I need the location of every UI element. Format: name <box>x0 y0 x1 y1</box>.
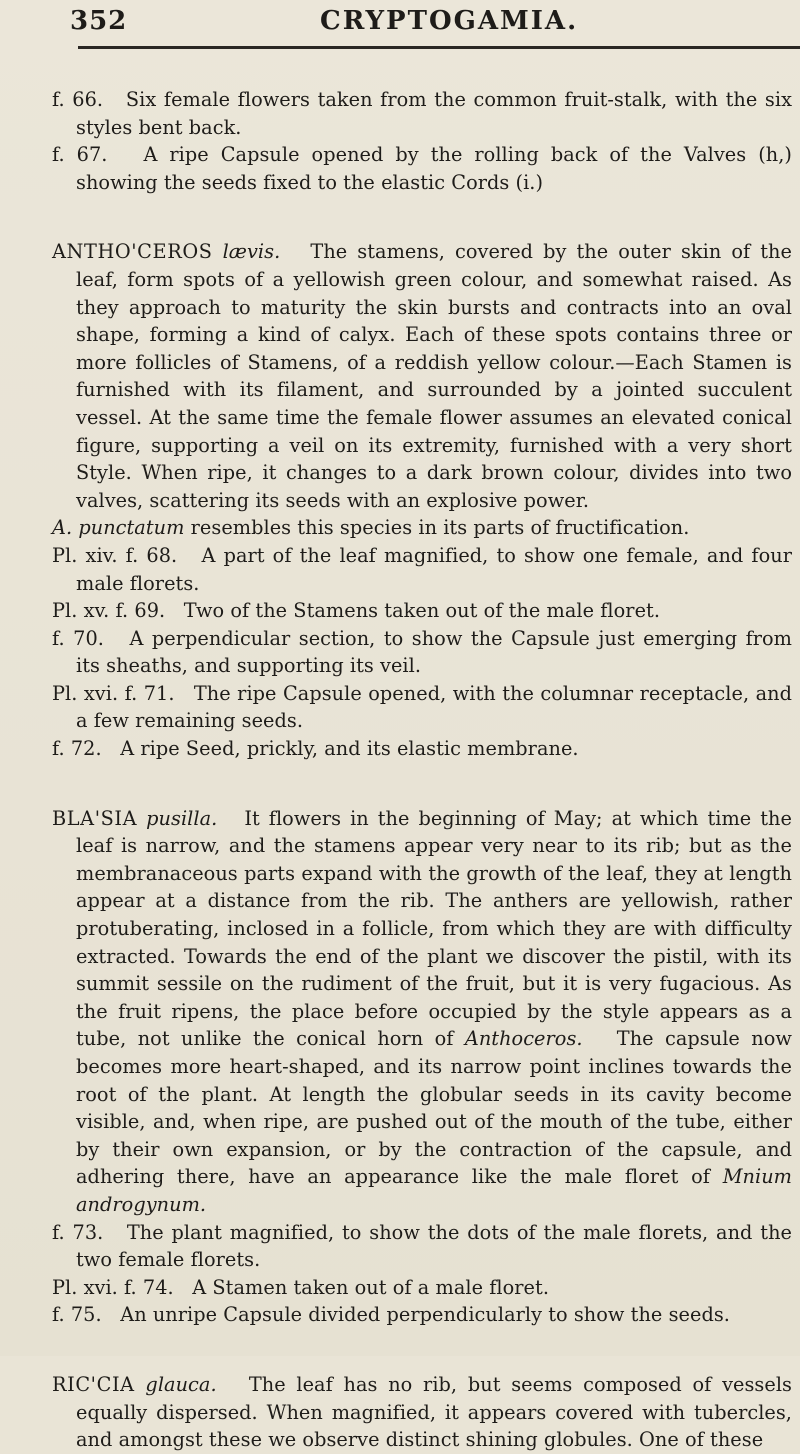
figure-entry <box>52 1301 792 1329</box>
figure-caption: A ripe Capsule opened by the rolling back of the Valves (h,) showing the seeds fixed to the elastic Cords (i.) <box>76 143 792 194</box>
description-text: The stamens, covered by the outer skin of the leaf, form spots of a yellowish green colour, and somewhat raised. As they approach to maturity the skin bursts and contracts into an oval shape, forming a kind of calyx. Each of these spots contains three or more follicles of Stamens, of a reddish yellow colour.—Each Stamen is furnished with its filament, and surrounded by a jointed succulent vessel. At the same time the female flower assumes an elevated conical figure, supporting a veil on its extremity, furnished with a very short Style. When ripe, it changes to a dark brown colour, divides into two valves, scattering its seeds with an explosive power. <box>76 240 792 512</box>
figure-caption: Six female flowers taken from the common fruit-stalk, with the six styles bent back. <box>76 88 792 139</box>
figure-entry <box>52 141 792 196</box>
species-reference: Mnium androgynum. <box>76 1165 792 1216</box>
figure-entry <box>52 1274 792 1302</box>
species-name: glauca. <box>145 1372 217 1396</box>
page-number: 352 <box>70 6 128 36</box>
figure-caption: A Stamen taken out of a male floret. <box>192 1275 549 1299</box>
figure-entry <box>52 735 792 763</box>
species-description <box>52 805 792 1219</box>
section-figure-captions <box>52 86 792 196</box>
genus-name: ANTHO'CEROS <box>52 240 213 264</box>
figure-entry <box>52 86 792 141</box>
figure-entry <box>52 1219 792 1274</box>
body-text <box>52 86 792 1454</box>
related-species-name: A. punctatum <box>52 516 185 540</box>
genus-name: BLA'SIA <box>52 806 138 830</box>
section-anthoceros <box>52 238 792 762</box>
section-blasia <box>52 805 792 1329</box>
figure-caption: A part of the leaf magnified, to show one female, and four male florets. <box>76 543 792 595</box>
figure-label: f. 66. <box>52 88 104 111</box>
running-head <box>38 0 786 46</box>
section-riccia <box>52 1371 792 1454</box>
description-text: It flowers in the beginning of May; at which time the leaf is narrow, and the stamens appear very near to its rib; but as the membranaceous parts expand with the growth of the leaf, they at length appear at a distance from the rib. The anthers are yellowish, rather protuberating, inclosed in a follicle, from which they are with difficulty extracted. Towards the end of the plant we discover the pistil, with its summit sessile on the rudiment of the fruit, but it is very fugacious. As the fruit ripens, the place before occupied by the style appears as a tube, not unlike the conical horn of <box>76 806 792 1051</box>
species-description <box>52 238 792 514</box>
species-name: pusilla. <box>146 806 218 830</box>
figure-label: f. 70. <box>52 626 104 650</box>
figure-entry <box>52 680 792 735</box>
figure-entry <box>52 542 792 597</box>
note-text: resembles this species in its parts of fructification. <box>190 516 690 540</box>
figure-caption: The plant magnified, to show the dots of the male florets, and the two female florets. <box>76 1220 793 1272</box>
figure-label: f. 73. <box>52 1220 104 1244</box>
figure-caption: Two of the Stamens taken out of the male floret. <box>183 599 661 623</box>
genus-reference: Anthoceros. <box>464 1027 583 1051</box>
description-text: The leaf has no rib, but seems composed of vessels equally dispersed. When magnified, it appears covered with tubercles, and amongst these we observe distinct shining globules. One of these <box>76 1372 792 1452</box>
figure-entry <box>52 597 792 625</box>
figure-label: f. 67. <box>52 143 108 167</box>
species-note <box>52 514 792 542</box>
figure-caption: A ripe Seed, prickly, and its elastic membrane. <box>120 737 579 761</box>
figure-caption: An unripe Capsule divided perpendicularly to show the seeds. <box>120 1303 730 1327</box>
figure-label: f. 72. <box>52 737 102 761</box>
description-text: The capsule now becomes more heart-shaped, and its narrow point inclines towards the root of the plant. At length the globular seeds in its cavity become visible, and, when ripe, are pushed out of the mouth of the tube, either by their own expansion, or by the contraction of the capsule, and adhering there, have an appearance like the male floret of <box>76 1027 792 1189</box>
figure-label: Pl. xv. f. 69. <box>52 599 166 623</box>
genus-name: RIC'CIA <box>52 1372 135 1396</box>
figure-label: Pl. xvi. f. 71. <box>52 681 175 705</box>
species-name: lævis. <box>222 240 281 264</box>
running-title: CRYPTOGAMIA. <box>320 6 579 36</box>
figure-label: Pl. xiv. f. 68. <box>52 543 178 567</box>
header-rule <box>78 46 800 49</box>
figure-caption: The ripe Capsule opened, with the columnar receptacle, and a few remaining seeds. <box>76 681 792 733</box>
figure-entry <box>52 625 792 680</box>
figure-label: f. 75. <box>52 1303 102 1327</box>
species-description <box>52 1371 792 1454</box>
figure-caption: A perpendicular section, to show the Capsule just emerging from its sheaths, and supporting its veil. <box>76 626 793 678</box>
figure-label: Pl. xvi. f. 74. <box>52 1275 174 1299</box>
